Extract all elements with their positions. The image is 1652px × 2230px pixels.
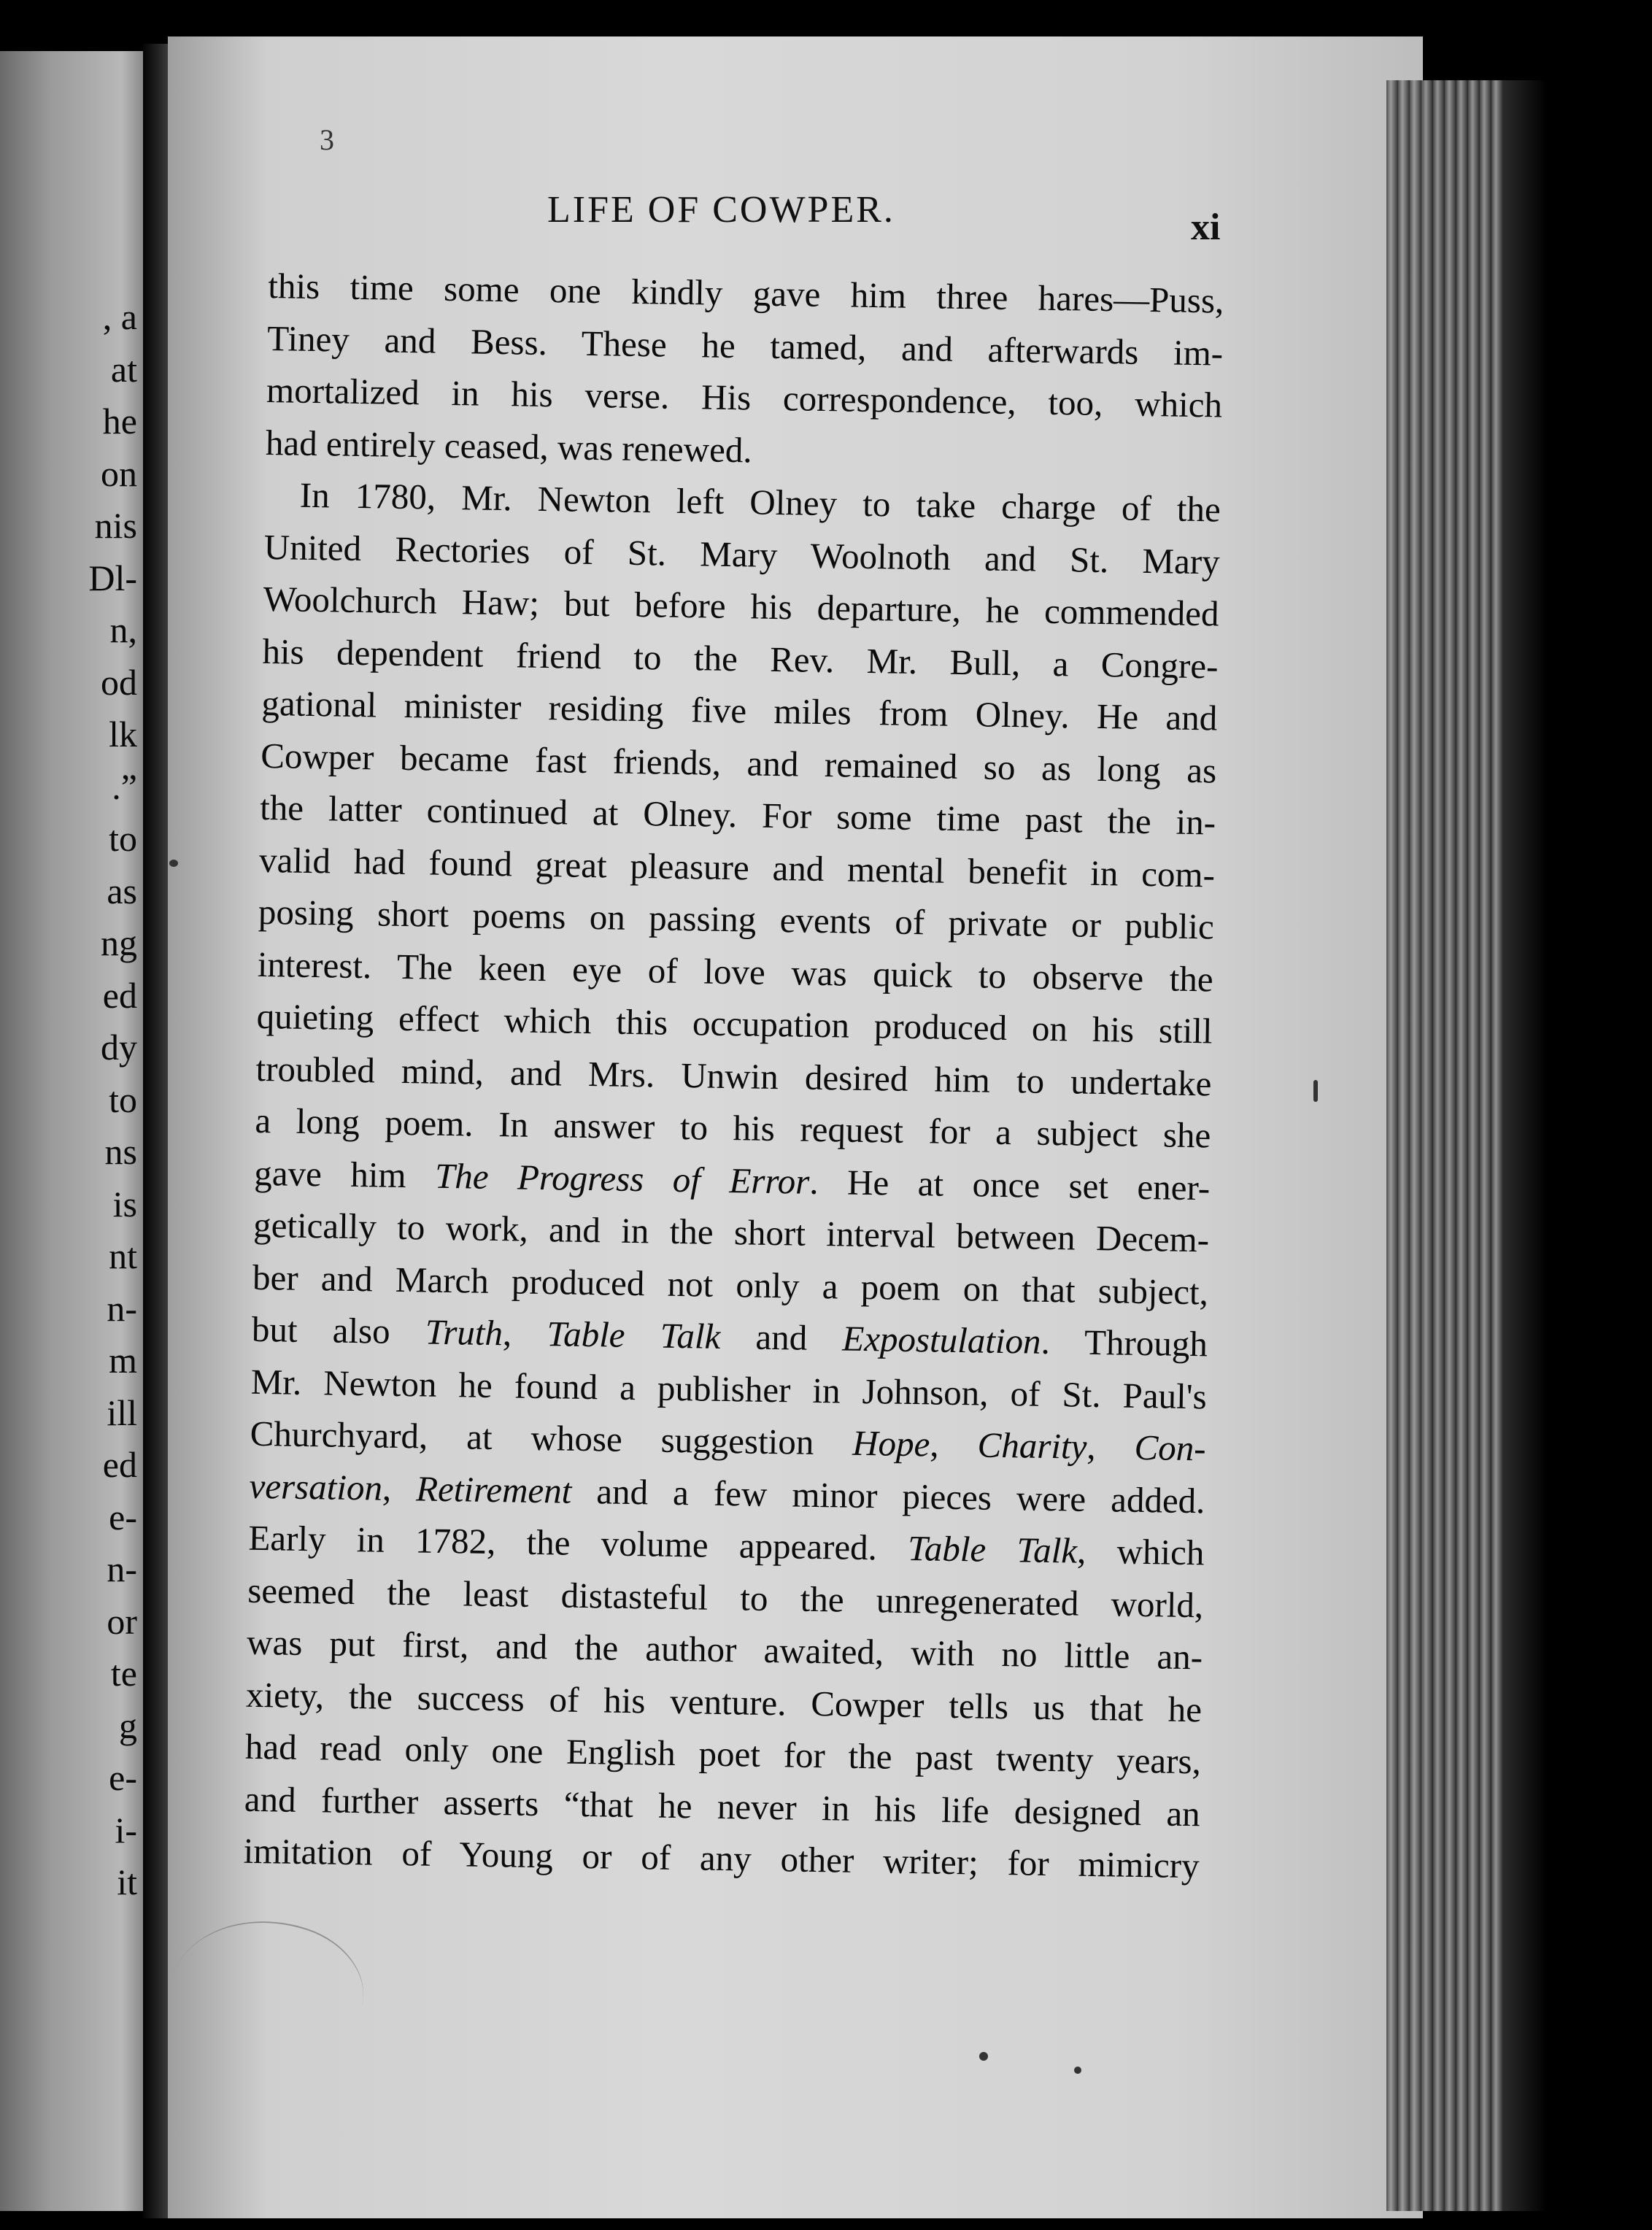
text-line: and further asserts “that he never in his life designed an <box>244 1778 1201 1834</box>
left-page-line-fragment: , a <box>102 296 137 337</box>
text-line: mortalized in his verse. His correspondence, too, which <box>266 369 1223 425</box>
left-page-line-fragment: te <box>110 1653 137 1694</box>
left-page-line-fragment: ill <box>107 1392 137 1433</box>
left-page-line-fragment: ns <box>104 1131 137 1172</box>
text-line: valid had found great pleasure and mental benefit in com- <box>258 839 1216 895</box>
left-page-line-fragment: n, <box>109 609 137 650</box>
text-line: was put first, and the author awaited, with no little an- <box>246 1621 1203 1678</box>
text-line: Early in 1782, the volume appeared. Table Talk, which <box>248 1517 1205 1573</box>
running-head: LIFE OF COWPER. <box>547 189 895 231</box>
left-page-line-fragment: on <box>101 452 137 494</box>
paper-speck <box>1313 1080 1318 1102</box>
text-line: this time some one kindly gave him three hares—Puss, <box>268 265 1224 321</box>
left-page-line-fragment: as <box>107 870 137 911</box>
text-line: quieting effect which this occupation produced on his still <box>256 995 1213 1052</box>
left-page-line-fragment: lk <box>109 714 137 755</box>
left-page-line-fragment: he <box>102 401 137 441</box>
body-text <box>243 260 1224 1892</box>
text-line: United Rectories of St. Mary Woolnoth and St. Mary <box>263 526 1221 582</box>
left-page-line-fragment: n- <box>107 1548 137 1589</box>
text-line: imitation of Young or of any other writer; for mimicry <box>243 1830 1200 1886</box>
paper-speck <box>979 2052 988 2061</box>
book-gutter <box>143 44 168 2218</box>
left-page-line-fragment: nt <box>109 1235 137 1276</box>
left-page-line-fragment: it <box>117 1861 137 1902</box>
left-page-line-fragment: nis <box>94 505 137 546</box>
left-page-line-fragment: at <box>110 348 137 390</box>
left-page-line-fragment: e- <box>109 1757 137 1798</box>
left-page-line-fragment: od <box>101 661 137 703</box>
text-line: In 1780, Mr. Newton left Olney to take charge of the <box>299 474 1221 530</box>
text-line: Cowper became fast friends, and remained so as long as <box>260 735 1217 790</box>
text-line: interest. The keen eye of love was quick to observe the <box>257 944 1214 999</box>
page-number: xi <box>1191 207 1221 248</box>
text-line: had read only one English poet for the past twenty years, <box>244 1726 1202 1782</box>
pencil-mark: 3 <box>320 123 334 156</box>
left-page-line-fragment: or <box>107 1600 137 1642</box>
left-page-line-fragment: to <box>109 1079 137 1120</box>
left-page-line-fragment: ed <box>102 1444 137 1485</box>
text-line: Mr. Newton he found a publisher in Johnson, of St. Paul's <box>250 1361 1208 1416</box>
text-line: troubled mind, and Mrs. Unwin desired him to undertake <box>255 1048 1212 1103</box>
left-page-line-fragment: ed <box>102 974 137 1016</box>
paper-speck <box>1074 2067 1081 2074</box>
paper-speck <box>169 860 178 867</box>
text-line: ber and March produced not only a poem on that subject, <box>252 1257 1209 1312</box>
left-page-line-fragment: dy <box>101 1027 137 1068</box>
left-page-line-fragment: n- <box>107 1287 137 1329</box>
text-line: posing short poems on passing events of private or public <box>258 891 1215 947</box>
left-page-line-fragment: is <box>112 1183 137 1224</box>
text-line: gave him The Progress of Error. He at once set ener- <box>253 1152 1211 1208</box>
left-page-line-fragment: Dl- <box>88 557 137 598</box>
page-edges-stack <box>1386 80 1518 2211</box>
left-page-line-fragment: m <box>109 1340 137 1381</box>
text-line: seemed the least distasteful to the unregenerated world, <box>247 1570 1204 1625</box>
text-line: Tiney and Bess. These he tamed, and afterwards im- <box>266 317 1224 374</box>
left-page-line-fragment: ng <box>101 922 137 963</box>
text-line: the latter continued at Olney. For some time past the in- <box>259 787 1216 843</box>
left-page-line-fragment: e- <box>109 1496 137 1538</box>
left-page-line-fragment: .” <box>112 765 137 807</box>
text-line: Churchyard, at whose suggestion Hope, Charity, Con- <box>250 1413 1207 1469</box>
text-line: Woolchurch Haw; but before his departure, he commended <box>263 578 1219 634</box>
page-edges-shadow <box>1503 80 1547 2211</box>
left-page-line-fragment: g <box>119 1705 137 1746</box>
previous-page-edge <box>0 51 143 2211</box>
text-line: had entirely ceased, was renewed. <box>265 422 753 470</box>
text-line: xiety, the success of his venture. Cowper tells us that he <box>245 1674 1203 1729</box>
text-line: getically to work, and in the short interval between Decem- <box>252 1204 1210 1260</box>
left-page-line-fragment: i- <box>115 1809 137 1851</box>
text-line: gational minister residing five miles from Olney. He and <box>261 682 1218 738</box>
text-line: versation, Retirement and a few minor pieces were added. <box>249 1465 1205 1521</box>
left-page-line-fragment: to <box>109 818 137 859</box>
text-line: a long poem. In answer to his request for a subject she <box>255 1100 1211 1156</box>
text-line: but also Truth, Table Talk and Expostulation. Through <box>251 1308 1208 1365</box>
text-line: his dependent friend to the Rev. Mr. Bull, a Congre- <box>262 630 1219 687</box>
